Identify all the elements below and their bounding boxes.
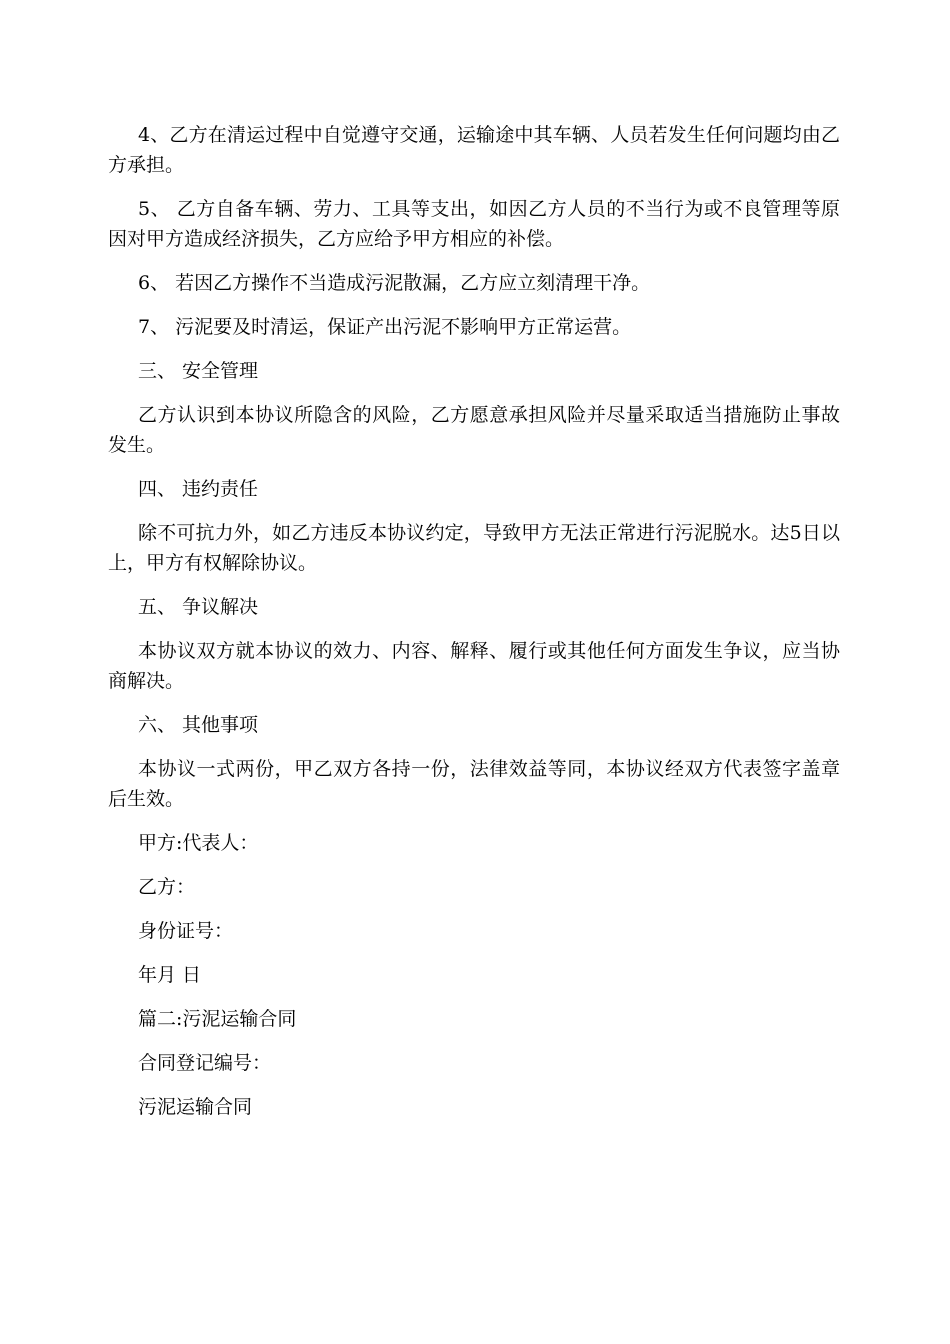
breach-text: 除不可抗力外，如乙方违反本协议约定，导致甲方无法正常进行污泥脱水。达5日以上，甲方有权解除协议。 xyxy=(108,522,840,574)
document-body xyxy=(108,120,840,1122)
second-contract-title: 篇二:污泥运输合同 xyxy=(138,1008,297,1030)
safety-text: 乙方认识到本协议所隐含的风险，乙方愿意承担风险并尽量采取适当措施防止事故发生。 xyxy=(108,404,840,456)
clause-6: 6、 若因乙方操作不当造成污泥散漏，乙方应立刻清理干净。 xyxy=(138,272,651,294)
dispute-text: 本协议双方就本协议的效力、内容、解释、履行或其他任何方面发生争议，应当协商解决。 xyxy=(108,640,840,692)
registration-number-line: 合同登记编号： xyxy=(138,1052,272,1074)
clause-4: 4、乙方在清运过程中自觉遵守交通，运输途中其车辆、人员若发生任何问题均由乙方承担。 xyxy=(108,124,840,176)
id-number-line: 身份证号： xyxy=(138,920,234,942)
date-line: 年月 日 xyxy=(138,964,202,986)
section-heading-safety: 三、 安全管理 xyxy=(138,360,259,382)
section-heading-other: 六、 其他事项 xyxy=(138,714,259,736)
party-b-signature-line: 乙方： xyxy=(138,876,196,898)
section-heading-breach: 四、 违约责任 xyxy=(138,478,259,500)
section-heading-dispute: 五、 争议解决 xyxy=(138,596,259,618)
clause-5: 5、 乙方自备车辆、劳力、工具等支出，如因乙方人员的不当行为或不良管理等原因对甲方造成经济损失，乙方应给予甲方相应的补偿。 xyxy=(108,198,840,250)
clause-7: 7、 污泥要及时清运，保证产出污泥不影响甲方正常运营。 xyxy=(138,316,632,338)
other-text: 本协议一式两份，甲乙双方各持一份，法律效益等同，本协议经双方代表签字盖章后生效。 xyxy=(108,758,840,810)
party-a-signature-line: 甲方:代表人： xyxy=(138,832,259,854)
contract-name: 污泥运输合同 xyxy=(138,1096,253,1118)
